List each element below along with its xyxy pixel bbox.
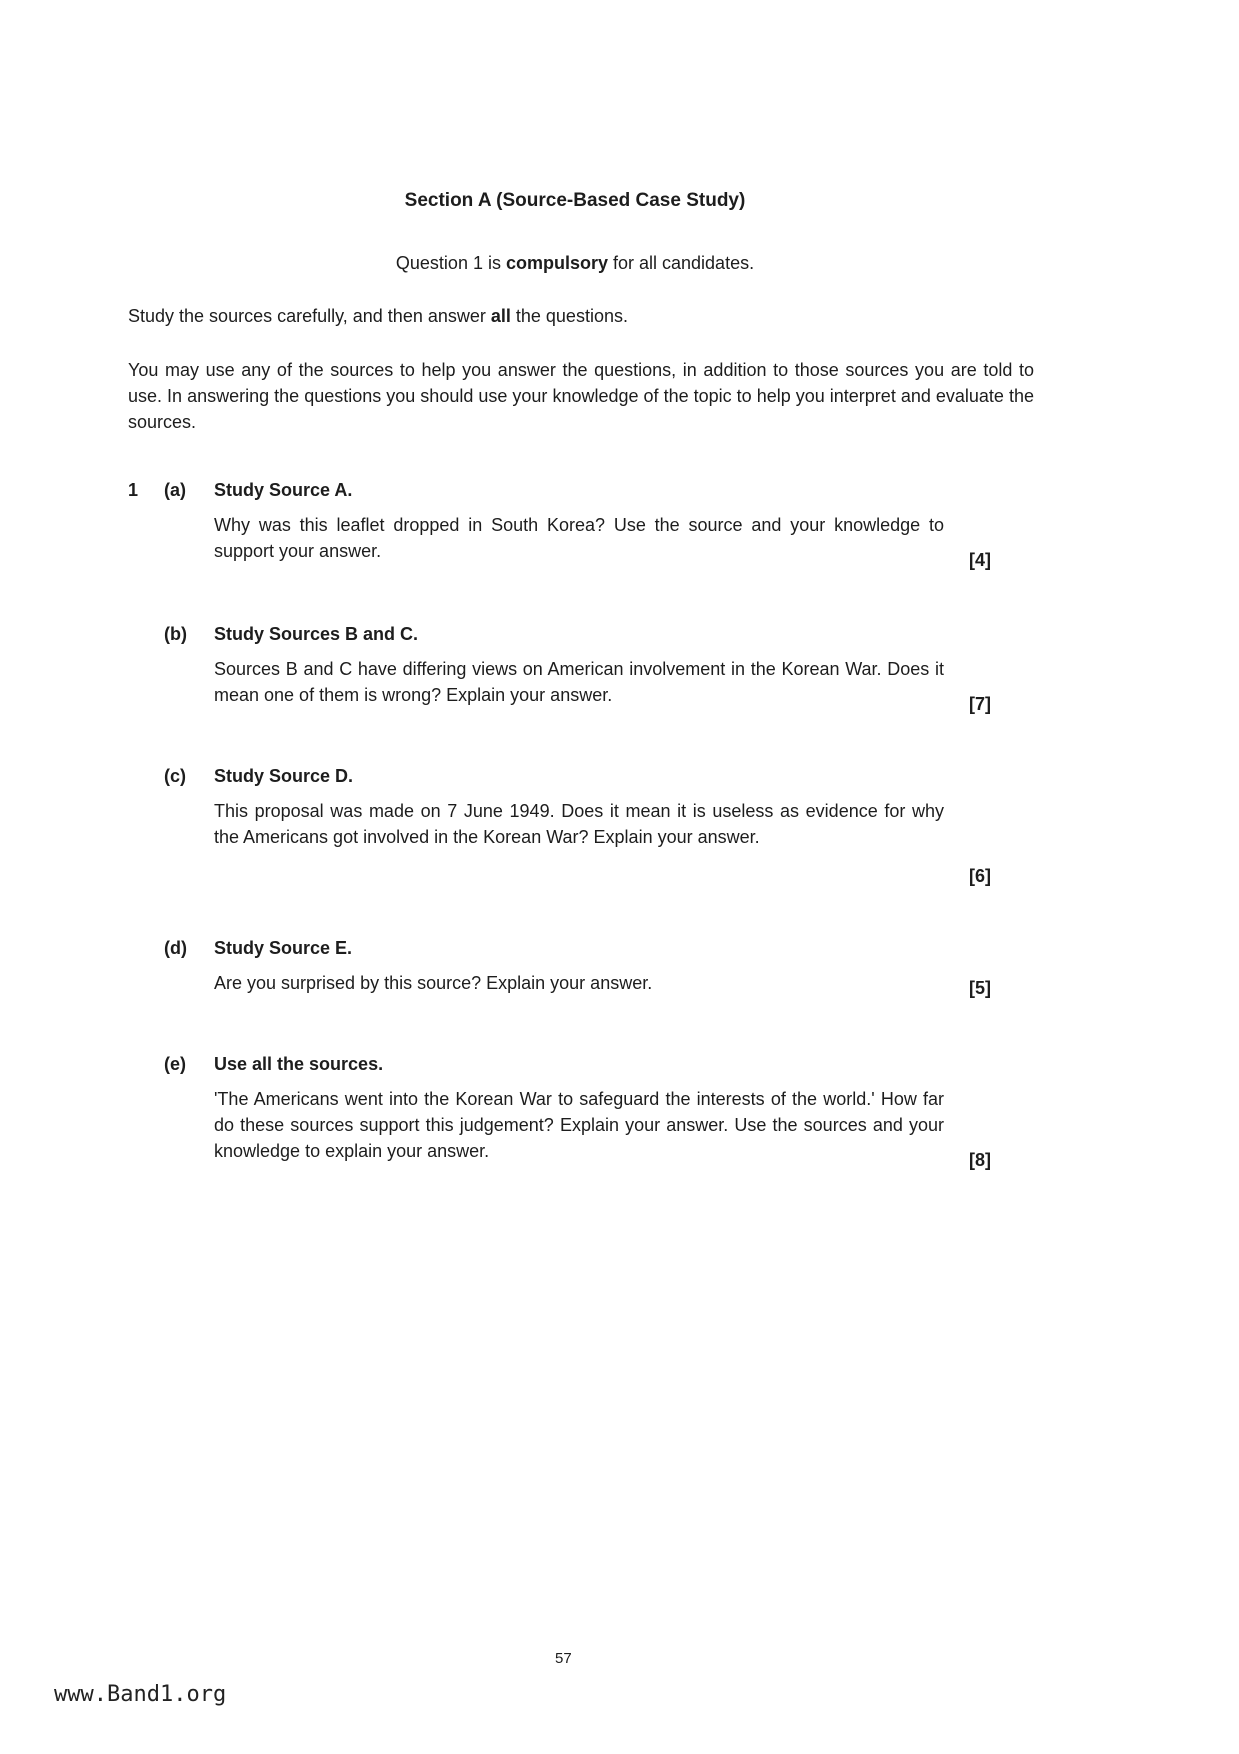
part-letter: (d) xyxy=(164,938,187,958)
part-marks: [7] xyxy=(969,694,991,714)
part-marks: [5] xyxy=(969,978,991,998)
part-letter: (a) xyxy=(164,480,186,500)
part-marks: [8] xyxy=(969,1150,991,1170)
instruction-pre: Study the sources carefully, and then answer xyxy=(128,306,491,326)
instruction-bold: all xyxy=(490,306,511,326)
part-text: Why was this leaflet dropped in South Korea? Use the source and your knowledge to support your answer. xyxy=(214,515,944,561)
instruction-use-sources: You may use any of the sources to help you answer the questions, in addition to those sources you are told to use. In answering the questions you should use your knowledge of the topic to help you interpret and evaluate the sources. xyxy=(128,360,1034,432)
part-letter: (e) xyxy=(164,1054,186,1074)
part-text: Sources B and C have differing views on American involvement in the Korean War. Does it mean one of them is wrong? Explain your answer. xyxy=(214,659,944,705)
part-heading: Study Source A. xyxy=(214,480,353,500)
instruction-post: the questions. xyxy=(510,306,628,326)
page-number: 57 xyxy=(555,1650,572,1667)
part-marks: [6] xyxy=(969,866,991,886)
part-text: This proposal was made on 7 June 1949. Does it mean it is useless as evidence for why the Americans got involved in the Korean War? Explain your answer. xyxy=(214,801,944,847)
compulsory-note-post: for all candidates. xyxy=(608,253,755,273)
part-letter: (b) xyxy=(164,624,187,644)
instruction-study-sources xyxy=(128,303,1034,329)
footer-url: www.Band1.org xyxy=(54,1682,227,1707)
compulsory-note xyxy=(0,253,1150,274)
question-number: 1 xyxy=(128,480,139,500)
part-heading: Use all the sources. xyxy=(214,1054,384,1074)
part-heading: Study Sources B and C. xyxy=(214,624,419,644)
compulsory-note-bold: compulsory xyxy=(505,253,608,273)
part-text: Are you surprised by this source? Explain your answer. xyxy=(214,973,653,993)
section-title: Section A (Source-Based Case Study) xyxy=(404,190,746,211)
part-heading: Study Source D. xyxy=(214,766,354,786)
compulsory-note-pre: Question 1 is xyxy=(395,253,506,273)
part-marks: [4] xyxy=(969,550,991,570)
part-heading: Study Source E. xyxy=(214,938,353,958)
part-letter: (c) xyxy=(164,766,186,786)
part-text: 'The Americans went into the Korean War to safeguard the interests of the world.' How far do these sources support this judgement? Explain your answer. Use the sources and your knowledge to explain your answer. xyxy=(214,1089,944,1161)
